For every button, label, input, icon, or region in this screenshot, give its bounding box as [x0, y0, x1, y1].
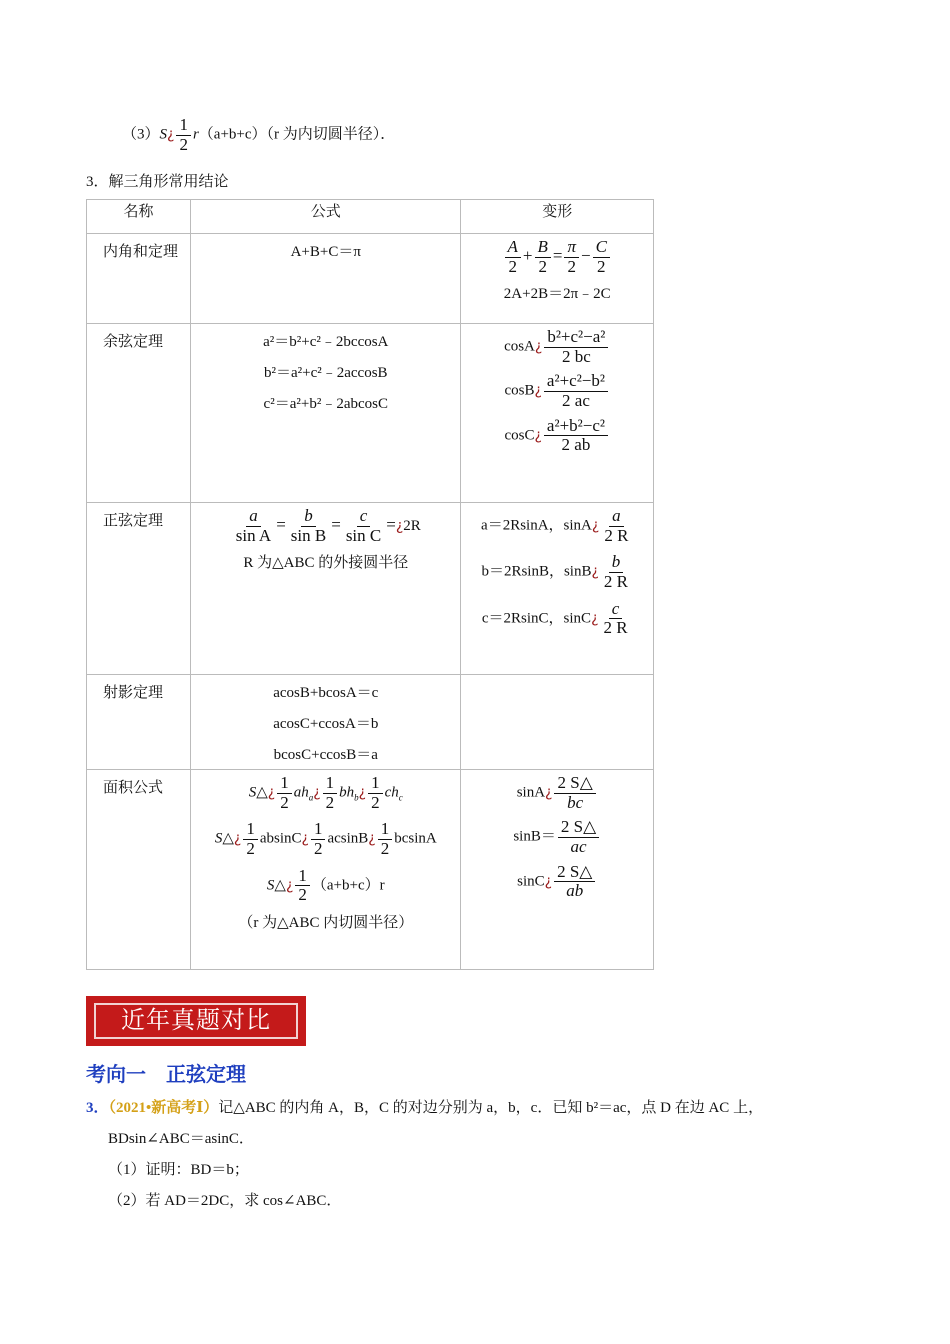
term: bcsinA	[394, 831, 437, 847]
cos-variant	[461, 417, 653, 455]
row-formula	[191, 324, 461, 503]
equals-glyph: ¿	[285, 877, 294, 894]
item-prefix: （3）	[122, 126, 160, 143]
denominator: 2 ab	[561, 435, 591, 455]
formula-line: b²＝a²+c²﹣2accosB	[263, 365, 388, 381]
row-formula	[191, 503, 461, 675]
equals-glyph: ¿	[301, 831, 309, 847]
denominator: 2 R	[603, 618, 628, 638]
equals-glyph: ¿	[534, 338, 543, 355]
lhs: sinC	[517, 873, 545, 890]
area-symbol: S△	[248, 784, 268, 801]
table-row	[87, 503, 654, 675]
denominator: 2	[567, 256, 576, 276]
cos-variant	[461, 372, 653, 410]
formula-line: acosB+bcosA＝c	[273, 685, 379, 701]
equals-glyph: ¿	[358, 784, 367, 801]
numerator: 2 S△	[554, 863, 595, 883]
subscript: a	[308, 792, 314, 803]
numerator: 1	[368, 774, 383, 794]
denominator: 2 R	[603, 572, 629, 592]
numerator: a	[609, 507, 624, 527]
formula-table	[86, 199, 654, 970]
area-formula-inradius	[191, 867, 460, 905]
banner-text: 近年真题对比	[121, 1006, 271, 1034]
question-line-2: BDsin∠ABC＝asinC．	[108, 1131, 254, 1147]
numerator: 2 S△	[554, 774, 595, 794]
equals-glyph: ¿	[395, 518, 404, 535]
half-fraction	[176, 116, 191, 154]
numerator: 2 S△	[558, 818, 599, 838]
sin-variant	[461, 600, 653, 638]
equals-glyph: ¿	[167, 126, 175, 143]
numerator: 1	[176, 116, 191, 136]
numerator: a²+b²−c²	[544, 417, 608, 437]
denominator: ab	[566, 881, 584, 901]
equals-glyph: ¿	[591, 610, 599, 627]
row-variant	[461, 234, 654, 324]
numerator: π	[564, 238, 579, 258]
row-variant	[461, 770, 654, 970]
denominator: bc	[567, 792, 584, 812]
header-variant: 变形	[461, 200, 654, 234]
section-title: 3．解三角形常用结论	[86, 174, 229, 190]
numerator: b²+c²−a²	[544, 328, 608, 348]
formula-line: bcosC+ccosB＝a	[273, 747, 378, 763]
term: absinC	[259, 831, 302, 847]
lhs: cosB	[504, 383, 535, 399]
equals-glyph: ¿	[591, 564, 599, 580]
row-formula	[191, 675, 461, 770]
area-symbol: S	[159, 126, 168, 143]
denominator: 2 R	[604, 525, 629, 545]
question-part-2: （2）若 AD＝2DC，求 cos∠ABC．	[108, 1193, 342, 1209]
row-name: 面积公式	[87, 770, 191, 970]
lhs: a＝2RsinA，sinA	[481, 517, 592, 534]
numerator: a	[246, 507, 261, 527]
lhs: cosA	[504, 338, 535, 355]
denominator: 2 ac	[562, 391, 590, 411]
table-header-row	[87, 200, 654, 234]
numerator: 1	[323, 774, 338, 794]
question-source: （2021•新高考Ⅰ）	[108, 1100, 219, 1116]
numerator: A	[505, 238, 521, 258]
sin-variant	[461, 507, 653, 545]
numerator: c	[357, 507, 371, 527]
radius-symbol: r	[192, 126, 199, 143]
circumradius-note: R 为△ABC 的外接圆半径	[243, 555, 409, 572]
subscript: b	[354, 792, 359, 803]
denominator: 2	[298, 885, 307, 905]
denominator: 2	[280, 792, 289, 812]
numerator: a²+c²−b²	[544, 372, 608, 392]
row-variant-empty	[461, 675, 654, 770]
equals-glyph: ¿	[544, 873, 553, 890]
table-row	[87, 770, 654, 970]
sine-law-fraction: $\frac{a}{\text{sin A}}$ = $\frac{b}{\text{sin B}}$ = $\frac{c}{\text{sin C}}$ =¿2R	[191, 507, 460, 545]
term: bh	[339, 784, 355, 801]
denominator: 2	[380, 839, 390, 859]
area-formula-sines	[191, 820, 460, 858]
denominator: sin C	[345, 525, 382, 545]
sin-variant	[461, 553, 653, 591]
question-part-1: （1）证明：BD＝b；	[108, 1162, 249, 1178]
denominator: 2	[246, 839, 255, 859]
table-row	[87, 324, 654, 503]
equals-glyph: ＝	[540, 829, 556, 845]
radius-note: （r 为内切圆半径）．	[266, 126, 396, 143]
area-variant	[461, 863, 653, 901]
equals-glyph: ¿	[233, 831, 242, 847]
equals-glyph: ¿	[368, 831, 376, 847]
numerator: b	[301, 507, 316, 527]
question-line-1	[86, 1096, 763, 1117]
question-text: 记△ABC 的内角 A，B，C 的对边分别为 a，b，c．已知 b²＝ac，点 D 在边 AC 上，	[218, 1100, 764, 1116]
topic-heading: 考向一 正弦定理	[86, 1062, 246, 1086]
row-formula	[191, 770, 461, 970]
denominator: 2	[179, 134, 188, 154]
inradius-note: （r 为△ABC 内切圆半径）	[238, 915, 414, 932]
table-row	[87, 234, 654, 324]
formula-line: a²＝b²+c²﹣2bccosA	[263, 334, 389, 350]
formula-line: A+B+C＝π	[290, 244, 361, 260]
area-symbol: S△	[266, 877, 286, 894]
row-name: 射影定理	[87, 675, 191, 770]
row-name: 内角和定理	[87, 234, 191, 324]
equals-glyph: ¿	[545, 784, 553, 801]
angle-sum-fraction: $\frac{A}{2}$ + $\frac{B}{2}$ = $\frac{\pi}{2}$ − $\frac{C}{2}$	[461, 238, 653, 276]
denominator: sin B	[290, 525, 327, 545]
perimeter-expr: （a+b+c）	[198, 126, 267, 143]
formula-tail: 2R	[403, 518, 421, 535]
equals-glyph: ¿	[313, 784, 321, 801]
term: acsinB	[327, 831, 369, 847]
subscript: c	[398, 792, 403, 803]
denominator: 2	[371, 792, 380, 812]
row-formula	[191, 234, 461, 324]
lhs: sinA	[516, 784, 546, 801]
lhs: b＝2RsinB，sinB	[481, 564, 592, 580]
equals-glyph: ¿	[267, 784, 276, 801]
row-variant	[461, 324, 654, 503]
formula-line: c²＝a²+b²﹣2abcosC	[263, 396, 388, 412]
denominator: 2	[313, 839, 323, 859]
header-name: 名称	[87, 200, 191, 234]
numerator: 1	[311, 820, 326, 840]
numerator: b	[609, 553, 624, 573]
table-row	[87, 675, 654, 770]
equals-glyph: ¿	[534, 383, 542, 399]
denominator: 2	[597, 256, 606, 276]
denominator: ac	[570, 837, 587, 857]
header-formula: 公式	[191, 200, 461, 234]
denominator: 2 bc	[561, 346, 591, 366]
numerator: 1	[243, 820, 258, 840]
term: （a+b+c）r	[311, 877, 385, 894]
equals-glyph: ¿	[591, 517, 600, 534]
numerator: B	[535, 238, 551, 258]
area-variant	[461, 774, 653, 812]
formula-line: acosC+ccosA＝b	[273, 716, 379, 732]
angle-double-line: 2A+2B＝2π﹣2C	[503, 286, 611, 303]
row-name: 余弦定理	[87, 324, 191, 503]
equals-glyph: ¿	[534, 427, 542, 444]
lhs: c＝2RsinC，sinC	[481, 610, 592, 627]
row-variant	[461, 503, 654, 675]
denominator: 2	[325, 792, 335, 812]
area-symbol: S△	[214, 831, 234, 847]
lhs: sinB	[513, 829, 541, 845]
row-name: 正弦定理	[87, 503, 191, 675]
question-number: 3．	[86, 1100, 109, 1116]
term: ch	[384, 784, 399, 801]
numerator: c	[609, 600, 623, 620]
denominator: 2	[538, 256, 547, 276]
numerator: 1	[378, 820, 393, 840]
numerator: C	[593, 238, 610, 258]
area-formula-heights	[191, 774, 460, 812]
intro-item-3	[122, 116, 395, 154]
numerator: 1	[295, 867, 310, 887]
denominator: 2	[508, 256, 517, 276]
numerator: 1	[277, 774, 292, 794]
lhs: cosC	[504, 427, 535, 444]
section-banner	[86, 996, 306, 1046]
cos-variant	[461, 328, 653, 366]
area-variant	[461, 818, 653, 856]
term: ah	[293, 784, 309, 801]
denominator: sin A	[235, 525, 272, 545]
